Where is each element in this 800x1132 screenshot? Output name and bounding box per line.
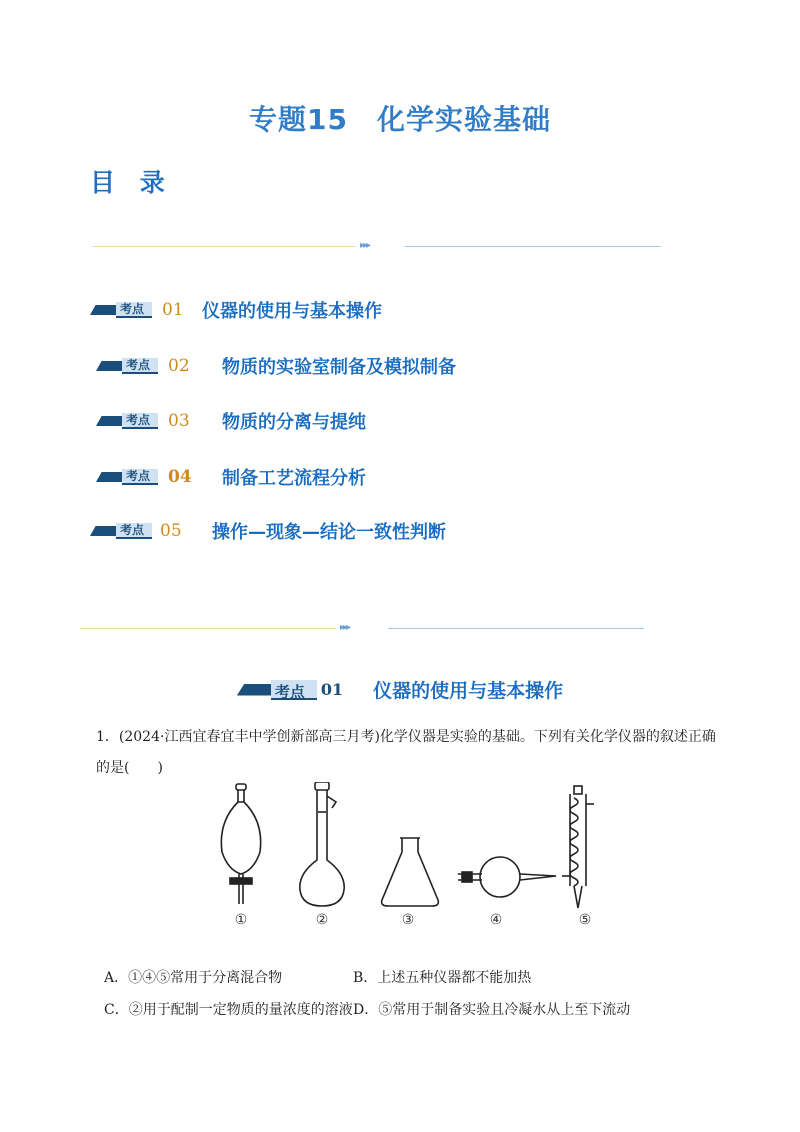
figure-label-1: ①: [234, 912, 248, 928]
figure-label-2: ②: [315, 912, 329, 928]
figure-label-4: ④: [489, 912, 503, 928]
divider-top: [92, 246, 356, 247]
arrow-icon: ▸▸▸: [340, 622, 350, 633]
divider-bottom-right: [388, 628, 644, 629]
toc-heading: 目 录: [90, 168, 173, 197]
badge-icon: 考点: [96, 358, 158, 374]
question-text: 1．(2024·江西宜春宜丰中学创新部高三月考)化学仪器是实验的基础。下列有关化学仪器的叙述正确的是( ): [96, 729, 716, 776]
option-c[interactable]: C．②用于配制一定物质的量浓度的溶液: [104, 1002, 353, 1018]
apparatus-figure: [210, 782, 620, 912]
option-b[interactable]: B．上述五种仪器都不能加热: [353, 970, 532, 986]
option-a[interactable]: A．①④⑤常用于分离混合物: [104, 970, 283, 986]
page-title: 专题15 化学实验基础: [249, 103, 551, 136]
badge-icon: 考点: [90, 523, 152, 539]
conical-flask-icon: [382, 838, 439, 906]
divider-bottom: [80, 628, 336, 629]
separatory-funnel-icon: [221, 784, 260, 904]
section-header: 考点 01 仪器的使用与基本操作: [0, 676, 800, 703]
toc-item-03[interactable]: 考点 03 物质的分离与提纯: [96, 408, 366, 434]
option-d[interactable]: D．⑤常用于制备实验且冷凝水从上至下流动: [353, 1002, 631, 1018]
badge-icon: 考点: [96, 413, 158, 429]
volumetric-flask-icon: [300, 782, 344, 906]
figure-label-5: ⑤: [578, 912, 592, 928]
figure-label-3: ③: [401, 912, 415, 928]
condenser-icon: [562, 786, 594, 908]
badge-icon: 考点: [237, 680, 317, 700]
badge-icon: 考点: [90, 302, 152, 318]
toc-item-01[interactable]: 考点 01 仪器的使用与基本操作: [90, 297, 382, 323]
toc-item-04[interactable]: 考点 04 制备工艺流程分析: [96, 464, 366, 490]
toc-item-02[interactable]: 考点 02 物质的实验室制备及模拟制备: [96, 353, 456, 379]
drying-tube-icon: [458, 857, 556, 897]
badge-icon: 考点: [96, 469, 158, 485]
toc-item-05[interactable]: 考点 05 操作—现象—结论一致性判断: [90, 518, 446, 544]
divider-top-right: [405, 246, 661, 247]
arrow-icon: ▸▸▸: [360, 240, 370, 251]
